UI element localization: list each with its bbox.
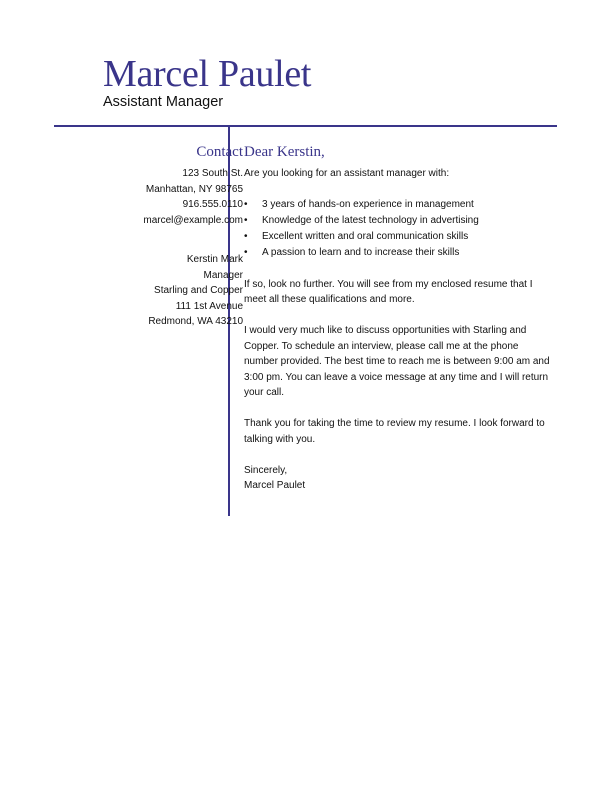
list-item [244, 245, 554, 261]
letter-body [244, 142, 554, 494]
header-divider [54, 125, 557, 127]
recipient-street: 111 1st Avenue [175, 300, 243, 312]
contact-email: marcel@example.com [143, 214, 243, 226]
intro-paragraph: Are you looking for an assistant manager with: [244, 168, 450, 179]
author-title: Assistant Manager [103, 94, 224, 110]
recipient-name: Kerstin Mark [186, 254, 243, 265]
closing: Sincerely, [244, 464, 288, 476]
bullet-icon: • [244, 231, 248, 242]
recipient-title: Manager [203, 269, 243, 281]
author-name: Marcel Paulet [103, 53, 312, 95]
body-paragraph: Thank you for taking the time to review my resume. I look forward to talking with you. [244, 418, 545, 445]
body-paragraph: I would very much like to discuss opportunities with Starling and Copper. To schedule an interview, please call me at the phone number provided. The best time to reach me is between 9:00 am and 3:00 pm. You can leave a voice message at any time and I will return your call. [244, 325, 550, 398]
list-item-text: 3 years of hands-on experience in management [262, 199, 474, 210]
qualifications-list [244, 197, 554, 261]
contact-phone: 916.555.0110 [182, 199, 243, 210]
recipient-company: Starling and Copper [154, 285, 243, 296]
list-item [244, 213, 554, 229]
recipient-block [63, 252, 243, 330]
bullet-icon: • [244, 247, 248, 258]
bullet-icon: • [244, 215, 248, 226]
contact-city: Manhattan, NY 98765 [145, 183, 243, 195]
contact-address: 123 South St. [182, 168, 243, 179]
signature: Marcel Paulet [244, 480, 306, 491]
greeting: Dear Kerstin, [244, 144, 325, 160]
bullet-icon: • [244, 199, 248, 210]
list-item-text: Knowledge of the latest technology in advertising [262, 215, 479, 226]
contact-heading: Contact [196, 144, 243, 160]
contact-block [63, 166, 243, 228]
list-item-text: Excellent written and oral communication skills [262, 231, 469, 242]
body-paragraph: If so, look no further. You will see from my enclosed resume that I meet all these qualifications and more. [244, 278, 533, 305]
sidebar [63, 142, 243, 330]
list-item [244, 229, 554, 245]
recipient-city: Redmond, WA 43210 [148, 316, 243, 327]
list-item [244, 197, 554, 213]
list-item-text: A passion to learn and to increase their skills [262, 247, 460, 258]
